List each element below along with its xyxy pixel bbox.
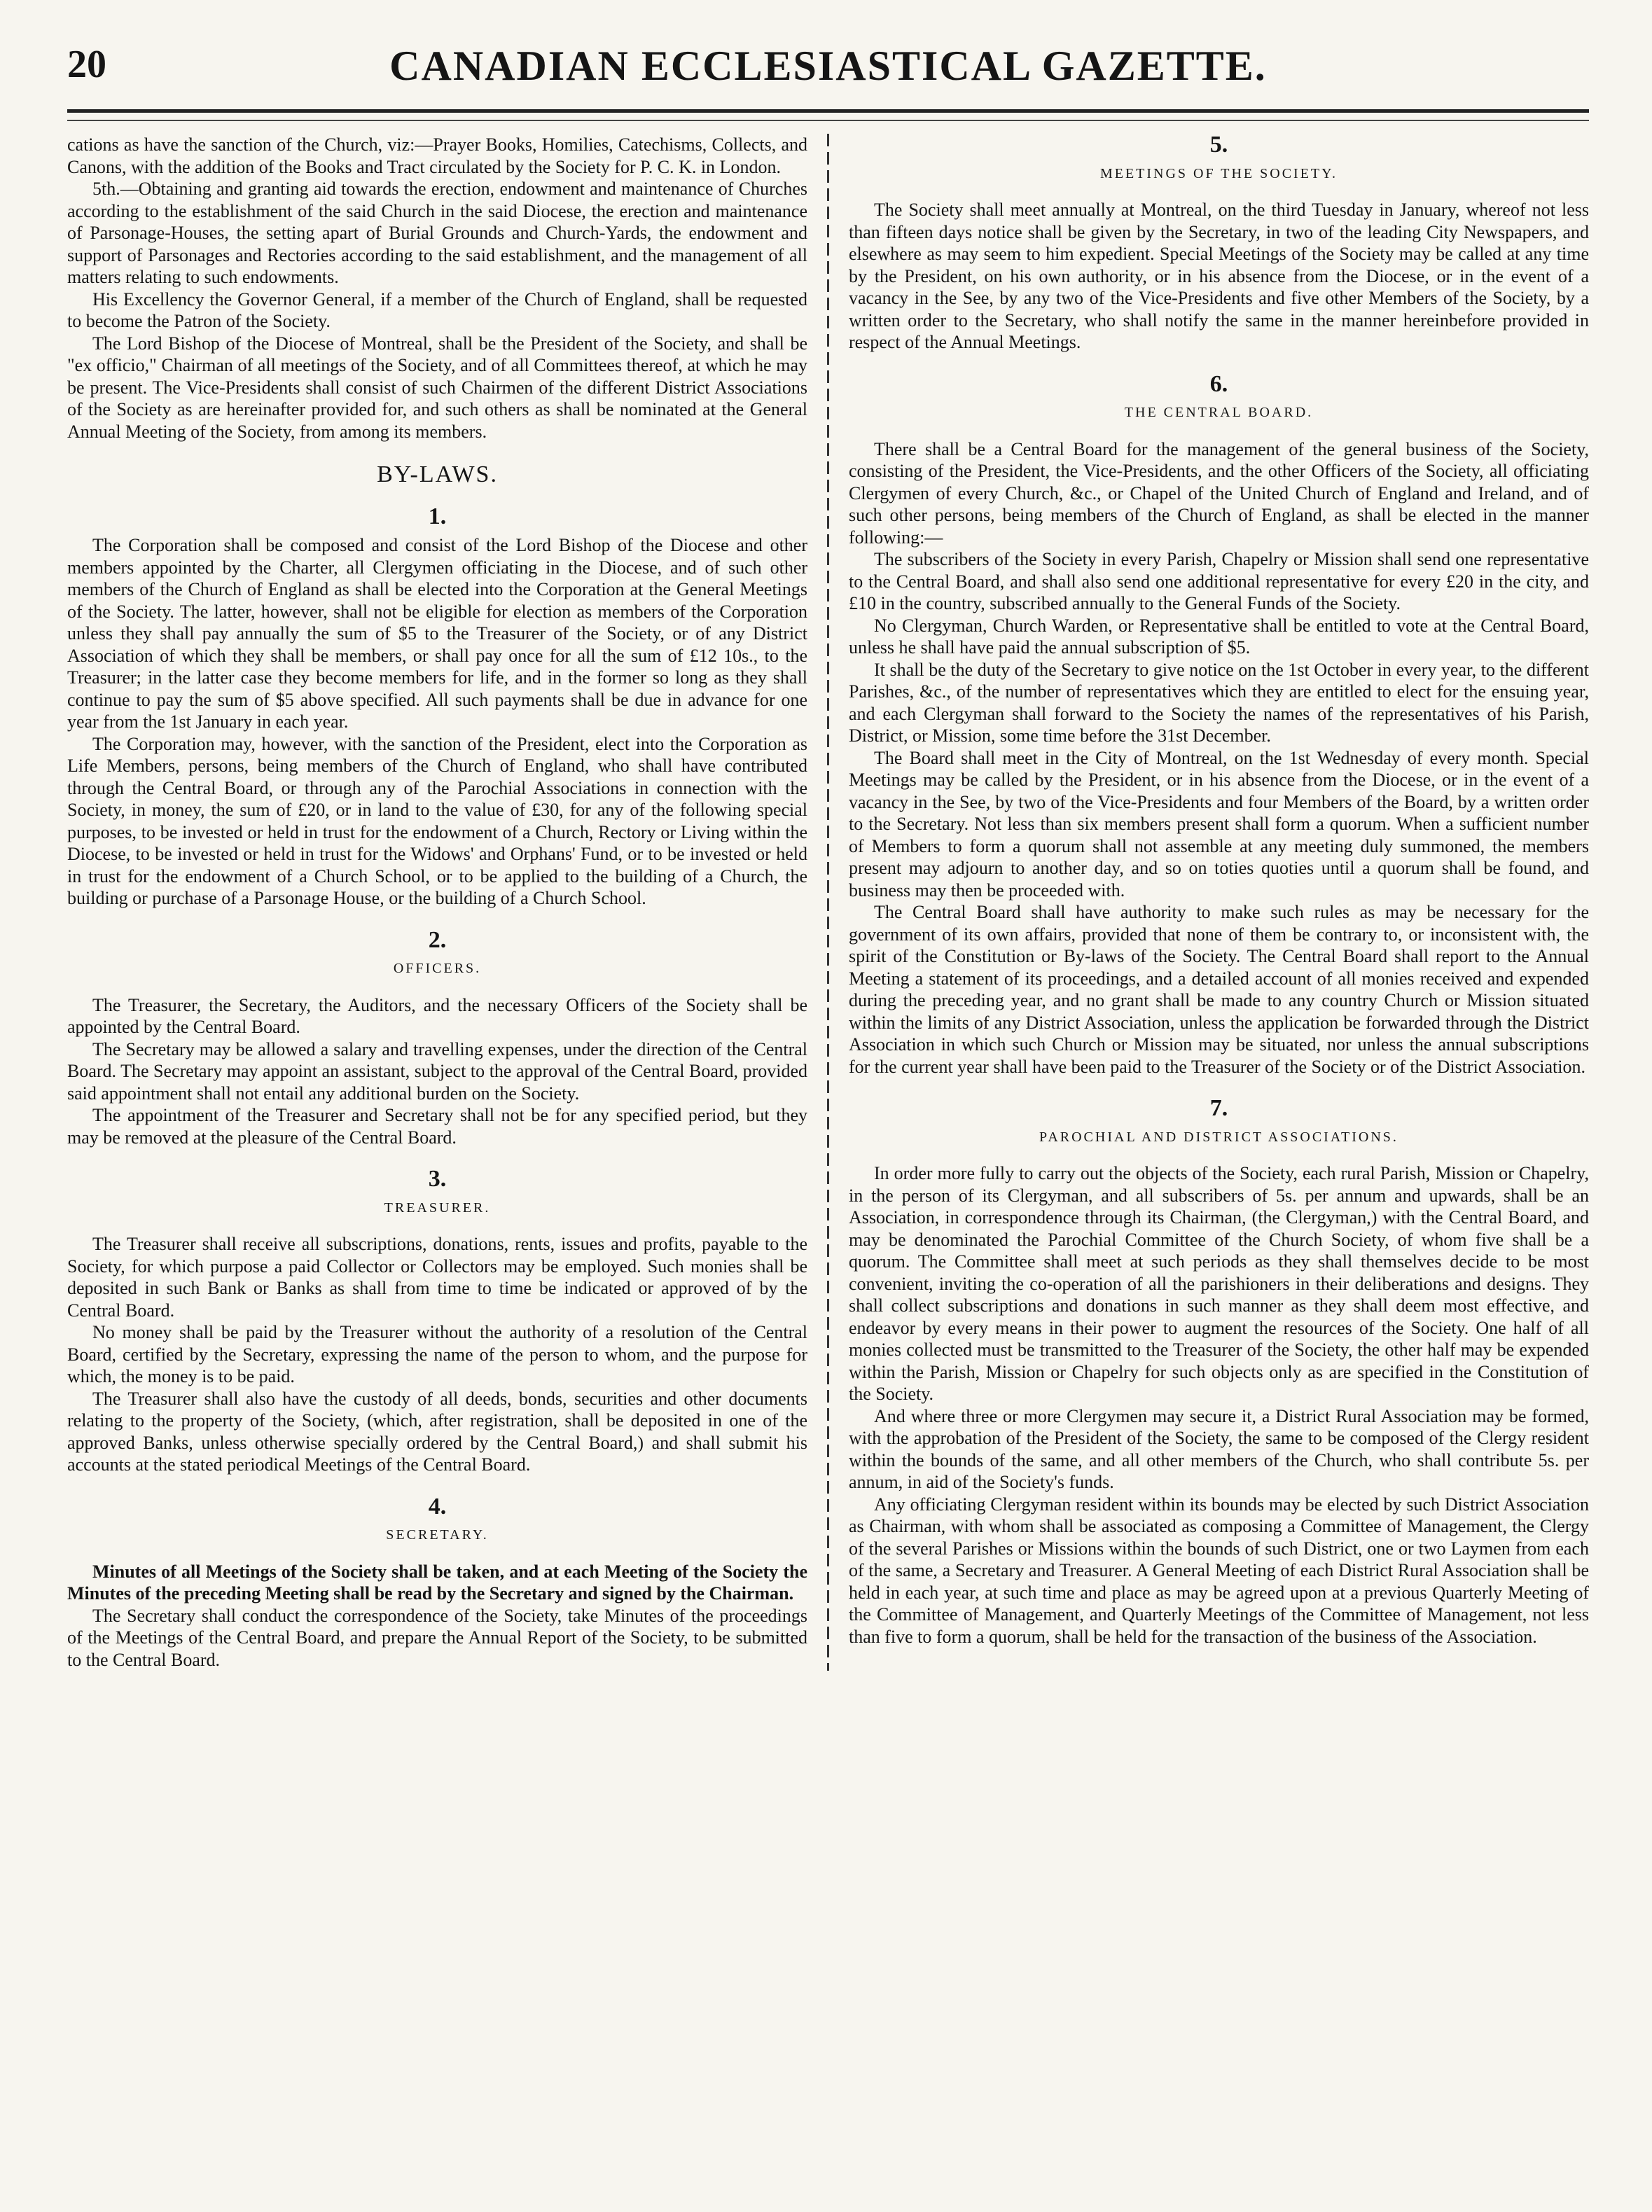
- section-6-paragraph: The subscribers of the Society in every Parish, Chapelry or Mission shall send one representative to the Central Board, and shall also send one additional representative for every £20 in the city, and £10 in the country, subscribed annually to the General Funds of the Society.: [848, 549, 1589, 613]
- section-1-paragraph: The Corporation may, however, with the sanction of the President, elect into the Corporation as Life Members, persons, being members of the Church of England, who shall have contributed through the Central Board, or through any of the Parochial Associations in connection with the Society, in money, the sum of £20, or in land to the value of £30, for any of the following special purposes, to be invested or held in trust for the endowment of a Church, Rectory or Living within the Diocese, to be invested or held in trust for the Widows' and Orphans' Fund, or to be invested or held in trust for the endowment of a Church School, or to be applied to the building of a Church, the building or purchase of a Parsonage House, or the building of a Church School.: [67, 733, 808, 908]
- section-5-paragraph: The Society shall meet annually at Montreal, on the third Tuesday in January, whereof not less than fifteen days notice shall be given by the Secretary, in two of the leading City Newspapers, and elsewhere as may seem to him expedient. Special Meetings of the Society may be called at any time by the President, on his own authority, or in his absence from the Diocese, or in the event of a vacancy in the See, by any two of the Vice-Presidents and five other Members of the Society, by a written order to the Secretary, who shall notify the same in the manner hereinbefore provided in respect of the Annual Meetings.: [848, 200, 1589, 352]
- section-2-title: OFFICERS.: [393, 961, 482, 976]
- section-6-title: THE CENTRAL BOARD.: [1124, 405, 1314, 420]
- section-3-title: TREASURER.: [384, 1199, 491, 1216]
- section-3-paragraph: No money shall be paid by the Treasurer without the authority of a resolution of the Central Board, certified by the Secretary, expressing the name of the person to whom, and the purpose for which, the money is to be paid.: [67, 1322, 808, 1386]
- section-7-paragraph: Any officiating Clergyman resident within its bounds may be elected by such District Association as Chairman, with whom shall be associated as composing a Committee of Management, the Clergy of the several Parishes or Missions within the bounds of such District, one or two Laymen from each of the same, a Secretary and Treasurer. A General Meeting of each District Rural Association shall be held in each year, at such time and place as may be agreed upon at a previous Quarterly Meeting of the Committee of Management, and Quarterly Meetings of the Committee of Management, not less than five to form a quorum, shall be held for the transaction of the business of the Association.: [848, 1494, 1589, 1647]
- section-3-number: 3.: [428, 1166, 447, 1192]
- section-2-paragraph: The appointment of the Treasurer and Secretary shall not be for any specified period, but they may be removed at the pleasure of the Central Board.: [67, 1105, 808, 1148]
- article-columns: [67, 134, 1589, 1671]
- section-7-title: PAROCHIAL AND DISTRICT ASSOCIATIONS.: [1039, 1129, 1398, 1145]
- section-6-number: 6.: [1209, 370, 1228, 397]
- right-column: [829, 134, 1589, 1671]
- left-column: [67, 134, 827, 1671]
- page-header: [67, 42, 1589, 91]
- intro-paragraph: His Excellency the Governor General, if a member of the Church of England, shall be requested to become the Patron of the Society.: [67, 288, 808, 331]
- section-6-paragraph: There shall be a Central Board for the management of the general business of the Society, consisting of the President, the Vice-Presidents, and the other Officers of the Society, all officiating Clergymen of every Church, &c., or Chapel of the United Church of England and Ireland, and of such other persons, being members of the Church of England, as shall be elected in the manner following:—: [848, 438, 1589, 548]
- section-6-paragraph: The Central Board shall have authority to make such rules as may be necessary for the government of its own affairs, provided that none of them be contrary to, or inconsistent with, the spirit of the Constitution or By-laws of the Society. The Central Board shall report to the Annual Meeting a statement of its proceedings, and a detailed account of all monies received and expended during the preceding year, and no grant shall be made to any country Church or Mission situated within the limits of any District Association, unless the application be forwarded through the District Association in which such Church or Mission may be situated, nor unless the annual subscriptions for the current year shall have been paid to the Treasurer of the Society or of the District Association.: [848, 902, 1589, 1077]
- section-3-paragraph: The Treasurer shall receive all subscriptions, donations, rents, issues and profits, payable to the Society, for which purpose a paid Collector or Collectors may be employed. Such monies shall be deposited in such Bank or Banks as shall from time to time be indicated or approved of by the Central Board.: [67, 1234, 808, 1321]
- gazette-title: CANADIAN ECCLESIASTICAL GAZETTE.: [389, 43, 1267, 89]
- section-2-paragraph: The Secretary may be allowed a salary and travelling expenses, under the direction of the Central Board. The Secretary may appoint an assistant, subject to the approval of the Central Board, provided said appointment shall not entail any additional burden on the Society.: [67, 1038, 808, 1104]
- section-3-paragraph: The Treasurer shall also have the custody of all deeds, bonds, securities and other documents relating to the property of the Society, (which, after registration, shall be deposited in one of the approved Banks, unless otherwise specially ordered by the Central Board,) and shall submit his accounts at the stated periodical Meetings of the Central Board.: [67, 1388, 808, 1475]
- section-5-number: 5.: [1209, 132, 1228, 158]
- section-6-paragraph: No Clergyman, Church Warden, or Representative shall be entitled to vote at the Central Board, unless he shall have paid the annual subscription of $5.: [848, 615, 1589, 658]
- page-number: 20: [67, 43, 106, 86]
- section-7-paragraph: In order more fully to carry out the objects of the Society, each rural Parish, Mission or Chapelry, in the person of its Clergyman, and all subscribers of 5s. per annum and upwards, shall be an Association, in correspondence through its Chairman, (the Clergyman,) with the Central Board, and may be denominated the Parochial Committee of the Church Society, of whom five shall be a quorum. The Committee shall meet at such periods as they shall themselves decide to be most convenient, inviting the co-operation of all the parishioners in their deliberations and designs. They shall collect subscriptions and donations in such manner as they shall deem most effective, and endeavor by every means in their power to augment the resources of the Society. One half of all monies collected must be transmitted to the Treasurer of the Society, the other half may be expended within the Parish, Mission or Chapelry for such objects only as are specified in the Constitution of the Society.: [848, 1163, 1589, 1404]
- section-7-paragraph: And where three or more Clergymen may secure it, a District Rural Association may be formed, with the approbation of the President of the Society, the same to be composed of the Clergy resident within the bounds of the same, and all other members of the Church, who shall contribute 5s. per annum, in aid of the Society's funds.: [848, 1405, 1589, 1492]
- intro-paragraph: The Lord Bishop of the Diocese of Montreal, shall be the President of the Society, and shall be "ex officio," Chairman of all meetings of the Society, and of all Committees thereof, at which he may be present. The Vice-Presidents shall consist of such Chairmen of the different District Associations of the Society as are hereinafter provided for, and such others as shall be nominated at the General Annual Meeting of the Society, from among its members.: [67, 333, 808, 442]
- intro-paragraph: cations as have the sanction of the Church, viz:—Prayer Books, Homilies, Catechisms, Collects, and Canons, with the addition of the Books and Tract circulated by the Society for P. C. K. in London.: [67, 134, 808, 177]
- section-6-paragraph: The Board shall meet in the City of Montreal, on the 1st Wednesday of every month. Special Meetings may be called by the President, or in his absence from the Diocese, or in the event of a vacancy in the See, by two of the Vice-Presidents and four Members of the Board, by a written order to the Secretary. Not less than six members present shall form a quorum. When a sufficient number of Members to form a quorum shall not assemble at any meeting duly summoned, the members present may adjourn to another day, and so on toties quoties until a quorum shall be found, and business may then be proceeded with.: [848, 747, 1589, 900]
- section-4-paragraph: Minutes of all Meetings of the Society shall be taken, and at each Meeting of the Society the Minutes of the preceding Meeting shall be read by the Secretary and signed by the Chairman.: [67, 1561, 808, 1604]
- section-4-paragraph: The Secretary shall conduct the correspondence of the Society, take Minutes of the proceedings of the Meetings of the Central Board, and prepare the Annual Report of the Society, to be submitted to the Central Board.: [67, 1605, 808, 1670]
- section-1-number: 1.: [428, 503, 447, 529]
- section-1-paragraph: The Corporation shall be composed and consist of the Lord Bishop of the Diocese and other members appointed by the Charter, all Clergymen officiating in the Diocese, and of such other members of the Church of England as shall be elected into the Corporation at the General Meetings of the Society. The latter, however, shall not be eligible for election as members of the Corporation unless they shall pay annually the sum of $5 to the Treasurer of the Society, or of any District Association of which they shall be members, or shall pay once for all the sum of £12 10s., to the Treasurer; in the latter case they become members for life, and in the former so long as they shall continue to pay the sum of $5 above specified. All such payments shall be due in advance for one year from the 1st January in each year.: [67, 535, 808, 732]
- section-2-paragraph: The Treasurer, the Secretary, the Auditors, and the necessary Officers of the Society shall be appointed by the Central Board.: [67, 994, 808, 1037]
- section-2-number: 2.: [428, 926, 447, 953]
- header-rule: [67, 109, 1589, 121]
- section-5-title: MEETINGS OF THE SOCIETY.: [1099, 165, 1338, 181]
- section-4-number: 4.: [428, 1493, 447, 1519]
- section-6-paragraph: It shall be the duty of the Secretary to give notice on the 1st October in every year, to the different Parishes, &c., of the number of representatives which they are entitled to elect for the ensuing year, and each Clergyman shall forward to the Society the names of the representatives of his Parish, District, or Mission, some time before the 31st December.: [848, 659, 1589, 746]
- section-7-number: 7.: [1209, 1095, 1228, 1121]
- bylaws-heading: BY-LAWS.: [377, 461, 498, 487]
- intro-paragraph: 5th.—Obtaining and granting aid towards the erection, endowment and maintenance of Churches according to the establishment of the said Church in the said Diocese, the erection and maintenance of Parsonage-Houses, the setting apart of Burial Grounds and Church-Yards, the endowment and support of Parsonages and Rectories according to the said establishment, and the management of all matters relating to such endowments.: [67, 179, 808, 287]
- section-4-title: SECRETARY.: [386, 1527, 489, 1543]
